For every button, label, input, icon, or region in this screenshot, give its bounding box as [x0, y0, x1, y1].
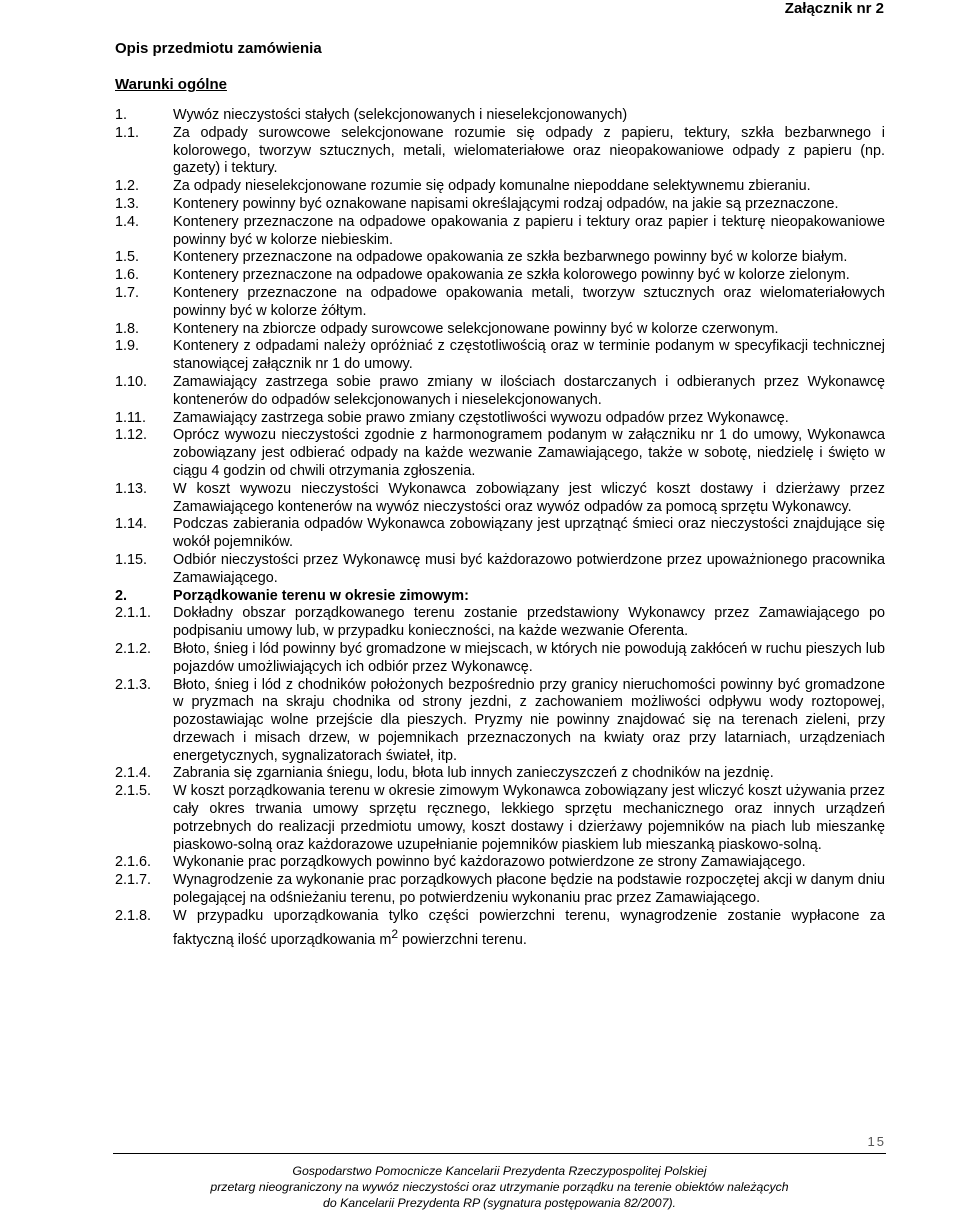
- list-item: [115, 196, 885, 214]
- list-item: [115, 338, 885, 374]
- item-text-main: Kontenery powinny być oznakowane napisami określającymi rodzaj odpadów, na jakie są przeznaczone.: [173, 195, 839, 212]
- footer-divider: [113, 1153, 886, 1154]
- item-number: 1.: [115, 107, 128, 123]
- item-text-main: Błoto, śnieg i lód z chodników położonych bezpośrednio przy granicy nieruchomości powinny być gromadzone w pryzmach na skraju chodnika od strony jezdni, z zachowaniem możliwości odpływu wody roztopowej, pozostawiając wolne przejście dla pieszych. Pryzmy nie powinny znajdować się na terenach zieleni, przy drzewach i misach drzew, w pojemnikach przeznaczonych na kwiaty oraz przy latarniach, urządzeniach energetycznych, sygnalizatorach świateł, itp.: [173, 676, 885, 764]
- item-number: 1.15.: [115, 551, 148, 568]
- item-text: [173, 267, 885, 285]
- item-number: 1.6.: [115, 267, 140, 284]
- item-text-main: W przypadku uporządkowania tylko części powierzchni terenu, wynagrodzenie zostanie wypłacone za faktyczną ilość uporządkowania m: [173, 907, 885, 948]
- list-item: [115, 249, 885, 267]
- item-text: [173, 641, 885, 677]
- list-item: [115, 321, 885, 339]
- item-text: [173, 605, 885, 641]
- item-number: 1.7.: [115, 284, 140, 301]
- item-text-main: Kontenery przeznaczone na odpadowe opakowania ze szkła bezbarwnego powinny być w kolorze białym.: [173, 249, 848, 266]
- item-text: [173, 410, 885, 428]
- item-number: 1.1.: [115, 124, 140, 141]
- item-text-main: Wynagrodzenie za wykonanie prac porządkowych płacone będzie na podstawie rozpoczętej akcji w danym dniu polegającej na odśnieżaniu terenu, po potwierdzeniu wykonaniu prac przez Zamawiającego.: [173, 872, 885, 907]
- item-text: [173, 321, 885, 339]
- item-number: 1.5.: [115, 249, 140, 266]
- list-item: [115, 214, 885, 250]
- item-number: 1.2.: [115, 178, 140, 195]
- list-item: [115, 125, 885, 178]
- item-number: 2.1.8.: [115, 907, 152, 924]
- item-number: 1.8.: [115, 320, 140, 337]
- list-item: [115, 765, 885, 783]
- list-item: [115, 516, 885, 552]
- list-item: [115, 605, 885, 641]
- item-text-main: Za odpady surowcowe selekcjonowane rozumie się odpady z papieru, tektury, szkła bezbarwnego i kolorowego, tworzyw sztucznych, metali, wielomateriałowe oraz nieopakowaniowe odpady z papieru (np. gazety) i tektury.: [173, 124, 885, 177]
- item-number: 2.1.7.: [115, 872, 152, 889]
- item-text-main: Za odpady nieselekcjonowane rozumie się odpady komunalne niepoddane selektywnemu zbieraniu.: [173, 178, 811, 195]
- list-item: [115, 178, 885, 196]
- item-text: [173, 908, 885, 949]
- item-text-main: W koszt wywozu nieczystości Wykonawca zobowiązany jest wliczyć koszt dostawy i dzierżawy przez Zamawiającego kontenerów na wywóz nieczystości oraz wywóz odpadów za pomocą sprzętu Wykonawcy.: [173, 480, 885, 515]
- item-text-main: Błoto, śnieg i lód powinny być gromadzone w miejscach, w których nie powodują zakłóceń w ruchu pieszych lub pojazdów umożliwiających ich odbiór przez Wykonawcę.: [173, 640, 885, 675]
- item-number: 2.1.2.: [115, 640, 152, 657]
- item-text-main: Odbiór nieczystości przez Wykonawcę musi być każdorazowo potwierdzone przez upoważnionego pracownika Zamawiającego.: [173, 551, 885, 586]
- item-text: [173, 872, 885, 908]
- list-item: [115, 588, 885, 606]
- list-item: [115, 783, 885, 854]
- list-item: [115, 641, 885, 677]
- item-number: 1.13.: [115, 480, 148, 497]
- page-number: 15: [867, 1134, 886, 1149]
- item-text-after: powierzchni terenu.: [398, 931, 527, 948]
- list-item: [115, 107, 885, 125]
- list-item: [115, 267, 885, 285]
- item-text-main: Zabrania się zgarniania śniegu, lodu, błota lub innych zanieczyszczeń z chodników na jezdnię.: [173, 765, 774, 782]
- item-text: [173, 125, 885, 178]
- item-text: [173, 427, 885, 480]
- footer-line: przetarg nieograniczony na wywóz nieczystości oraz utrzymanie porządku na terenie obiektów należących: [210, 1180, 789, 1194]
- item-number: 2.1.3.: [115, 676, 152, 693]
- item-number: 2.1.6.: [115, 854, 152, 871]
- item-text: [173, 249, 885, 267]
- item-text: [173, 854, 885, 872]
- item-text-main: Wykonanie prac porządkowych powinno być każdorazowo potwierdzone ze strony Zamawiającego.: [173, 854, 806, 871]
- item-number: 1.10.: [115, 373, 148, 390]
- list-item: [115, 410, 885, 428]
- item-text: [173, 481, 885, 517]
- item-text-main: Zamawiający zastrzega sobie prawo zmiany częstotliwości wywozu odpadów przez Wykonawcę.: [173, 409, 789, 426]
- item-text: [173, 588, 885, 606]
- item-text: [173, 783, 885, 854]
- list-item: [115, 854, 885, 872]
- item-text: [173, 178, 885, 196]
- item-number: 2.: [115, 587, 128, 604]
- item-number: 1.9.: [115, 338, 140, 355]
- item-text: [173, 677, 885, 766]
- item-text-main: Kontenery przeznaczone na odpadowe opakowania ze szkła kolorowego powinny być w kolorze zielonym.: [173, 267, 850, 284]
- item-text-main: Porządkowanie terenu w okresie zimowym:: [173, 587, 469, 604]
- page-title: Opis przedmiotu zamówienia: [115, 40, 322, 57]
- item-text: [173, 196, 885, 214]
- item-text-main: Kontenery na zbiorcze odpady surowcowe selekcjonowane powinny być w kolorze czerwonym.: [173, 320, 779, 337]
- section-subtitle: Warunki ogólne: [115, 76, 227, 93]
- superscript: 2: [391, 926, 399, 941]
- item-text: [173, 374, 885, 410]
- list-item: [115, 481, 885, 517]
- footer-line: do Kancelarii Prezydenta RP (sygnatura postępowania 82/2007).: [323, 1196, 676, 1210]
- footer: [113, 1163, 886, 1211]
- item-text-main: Zamawiający zastrzega sobie prawo zmiany w ilościach dostarczanych i odbieranych przez Wykonawcę kontenerów do odpadów selekcjonowanych i nieselekcjonowanych.: [173, 373, 885, 408]
- item-number: 1.3.: [115, 195, 140, 212]
- item-number: 1.14.: [115, 516, 148, 533]
- list-item: [115, 677, 885, 766]
- list-item: [115, 374, 885, 410]
- item-text-main: Dokładny obszar porządkowanego terenu zostanie przedstawiony Wykonawcy przez Zamawiającego po podpisaniu umowy lub, w przypadku konieczności, na każde wezwanie Oferenta.: [173, 605, 885, 640]
- item-number: 1.12.: [115, 427, 148, 444]
- item-text-main: Kontenery przeznaczone na odpadowe opakowania metali, tworzyw sztucznych oraz wielomateriałowych powinny być w kolorze żółtym.: [173, 284, 885, 319]
- item-number: 2.1.4.: [115, 765, 152, 782]
- item-text-main: W koszt porządkowania terenu w okresie zimowym Wykonawca zobowiązany jest wliczyć koszt używania przez cały okres trwania umowy sprzętu ręcznego, lekkiego sprzętu mechanicznego oraz innych urządzeń potrzebnych do realizacji przedmiotu umowy, koszt dostawy i dzierżawy pojemników na piach lub mieszankę piaskowo-solną oraz każdorazowe uzupełnianie pojemników piaskiem lub mieszanką piaskowo-solną.: [173, 783, 885, 853]
- list-item: [115, 908, 885, 949]
- numbered-list: [115, 107, 885, 949]
- item-text-main: Wywóz nieczystości stałych (selekcjonowanych i nieselekcjonowanych): [173, 107, 628, 123]
- annex-label: Załącznik nr 2: [784, 0, 884, 17]
- item-text: [173, 214, 885, 250]
- item-text: [173, 552, 885, 588]
- list-item: [115, 872, 885, 908]
- item-text: [173, 285, 885, 321]
- list-item: [115, 285, 885, 321]
- item-number: 2.1.5.: [115, 783, 152, 800]
- item-text: [173, 338, 885, 374]
- item-number: 1.11.: [115, 409, 146, 426]
- item-text-main: Kontenery przeznaczone na odpadowe opakowania z papieru i tektury oraz papier i tekturę nieopakowaniowe powinny być w kolorze niebieskim.: [173, 213, 885, 248]
- item-number: 1.4.: [115, 213, 140, 230]
- item-text-main: Podczas zabierania odpadów Wykonawca zobowiązany jest uprzątnąć śmieci oraz nieczystości znajdujące się wokół pojemników.: [173, 516, 885, 551]
- item-number: 2.1.1.: [115, 605, 152, 622]
- item-text-main: Oprócz wywozu nieczystości zgodnie z harmonogramem podanym w załączniku nr 1 do umowy, Wykonawca zobowiązany jest odbierać odpady na każde wezwanie Zamawiającego, także w sobotę, niedzielę i święto w ciągu 4 godzin od chwili otrzymania zgłoszenia.: [173, 427, 885, 479]
- footer-line: Gospodarstwo Pomocnicze Kancelarii Prezydenta Rzeczypospolitej Polskiej: [292, 1164, 707, 1178]
- list-item: [115, 552, 885, 588]
- item-text: [173, 107, 885, 125]
- list-item: [115, 427, 885, 480]
- item-text: [173, 765, 885, 783]
- item-text: [173, 516, 885, 552]
- item-text-main: Kontenery z odpadami należy opróżniać z częstotliwością oraz w terminie podanym w specyfikacji technicznej stanowiącej załącznik nr 1 do umowy.: [173, 338, 885, 373]
